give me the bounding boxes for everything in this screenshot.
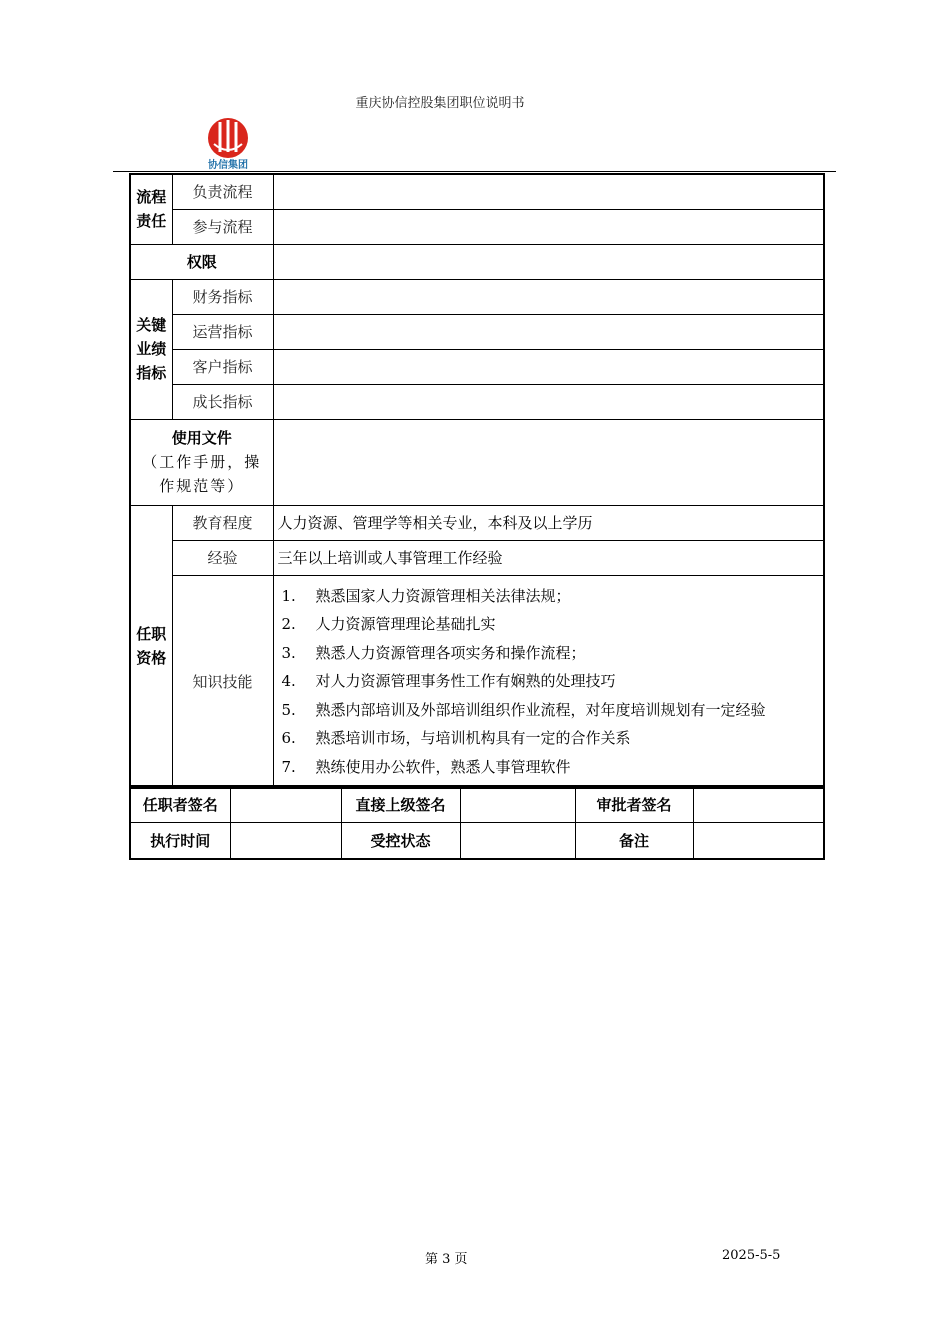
qualifications-group-label: 任职资格 <box>130 505 172 788</box>
process-group-label: 流程责任 <box>130 174 172 244</box>
kpi-value-operations <box>273 314 824 349</box>
documents-value <box>273 419 824 505</box>
list-item: 4. 对人力资源管理事务性工作有娴熟的处理技巧 <box>281 672 616 690</box>
documents-label-cell <box>130 419 273 505</box>
kpi-label-customer: 客户指标 <box>172 349 273 384</box>
list-item: 1. 熟悉国家人力资源管理相关法律法规； <box>281 586 571 605</box>
effective-date-field[interactable] <box>230 823 341 860</box>
list-item: 5. 熟悉内部培训及外部培训组织作业流程，对年度培训规划有一定经验 <box>281 700 766 719</box>
supervisor-signature-field[interactable] <box>460 786 575 823</box>
job-description-table <box>129 173 825 789</box>
incumbent-signature-field[interactable] <box>230 786 341 823</box>
documents-label: 使用文件 <box>171 429 232 447</box>
authority-value <box>273 244 824 279</box>
signature-table <box>129 785 825 860</box>
kpi-label-operations: 运营指标 <box>172 314 273 349</box>
approver-signature-field[interactable] <box>693 786 824 823</box>
list-item: 3. 熟悉人力资源管理各项实务和操作流程； <box>281 643 586 662</box>
header-rule <box>113 171 836 172</box>
list-item: 7. 熟练使用办公软件，熟悉人事管理软件 <box>281 757 571 776</box>
authority-label: 权限 <box>130 244 273 279</box>
kpi-group-label: 关键业绩指标 <box>130 279 172 419</box>
process-label-participate: 参与流程 <box>172 209 273 244</box>
kpi-label-finance: 财务指标 <box>172 279 273 314</box>
experience-label: 经验 <box>172 540 273 575</box>
remarks-label: 备注 <box>575 823 693 860</box>
process-value-responsible <box>273 174 824 209</box>
education-value: 人力资源、管理学等相关专业，本科及以上学历 <box>273 505 824 540</box>
supervisor-signature-label: 直接上级签名 <box>341 786 460 823</box>
process-value-participate <box>273 209 824 244</box>
page-number: 第 3 页 <box>425 1252 468 1267</box>
skills-list <box>278 576 820 788</box>
incumbent-signature-label: 任职者签名 <box>130 786 230 823</box>
skills-cell <box>273 575 824 788</box>
list-item: 6. 熟悉培训市场，与培训机构具有一定的合作关系 <box>281 729 631 747</box>
skills-label: 知识技能 <box>172 575 273 788</box>
kpi-value-growth <box>273 384 824 419</box>
kpi-label-growth: 成长指标 <box>172 384 273 419</box>
control-status-field[interactable] <box>460 823 575 860</box>
list-item: 2. 人力资源管理理论基础扎实 <box>281 615 496 633</box>
remarks-field[interactable] <box>693 823 824 860</box>
effective-date-label: 执行时间 <box>130 823 230 860</box>
logo-text: 协信集团 <box>208 160 248 171</box>
control-status-label: 受控状态 <box>341 823 460 860</box>
kpi-value-finance <box>273 279 824 314</box>
education-label: 教育程度 <box>172 505 273 540</box>
kpi-value-customer <box>273 349 824 384</box>
process-label-responsible: 负责流程 <box>172 174 273 209</box>
documents-sublabel: （工作手册，操作规范等） <box>142 453 262 495</box>
document-header-title: 重庆协信控股集团职位说明书 <box>355 96 525 111</box>
footer-date: 2025-5-5 <box>722 1248 781 1263</box>
experience-value: 三年以上培训或人事管理工作经验 <box>273 540 824 575</box>
approver-signature-label: 审批者签名 <box>575 786 693 823</box>
